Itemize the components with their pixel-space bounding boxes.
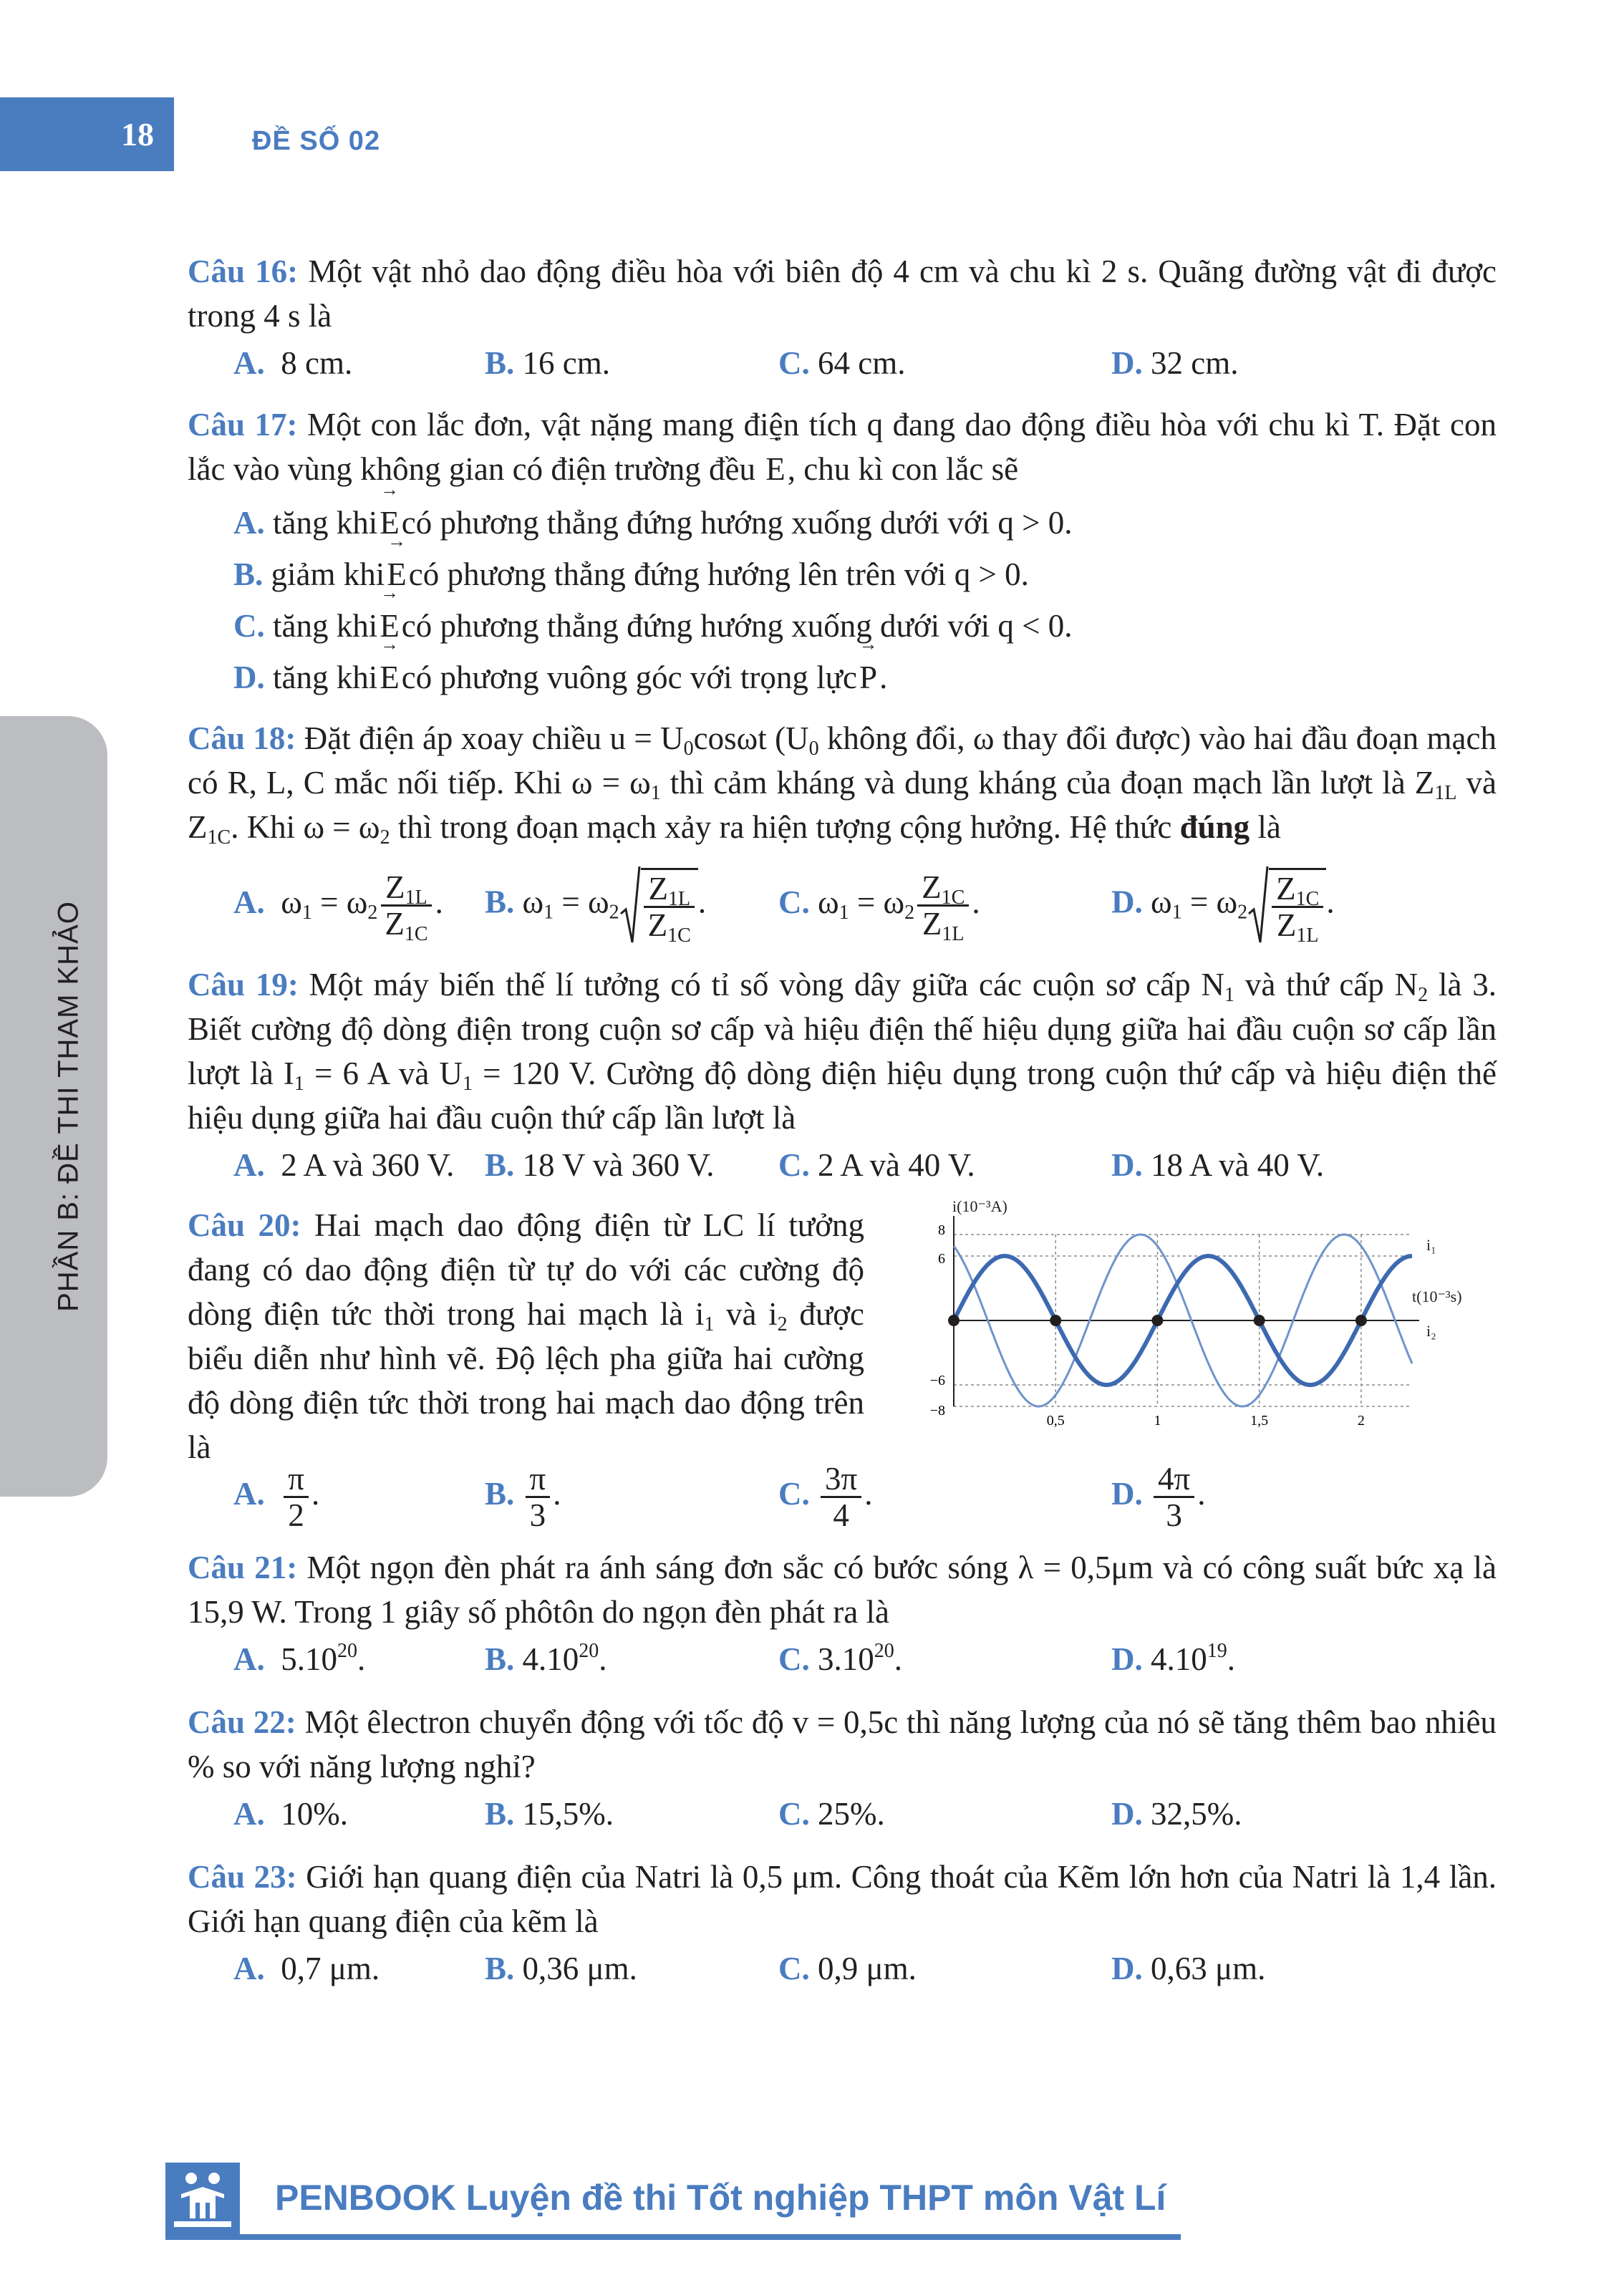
option-a[interactable]: A. 5.10$^{20}$. <box>233 1640 366 1677</box>
x-tick-label: 1 <box>1154 1413 1161 1429</box>
option-d[interactable]: D. 18 A và 40 V. <box>1111 1147 1325 1183</box>
options-16 <box>188 338 1497 388</box>
data-point <box>1050 1315 1061 1326</box>
option-a[interactable]: A. tăng khi → E có phương thẳng đứng hướng xuống dưới với q > 0. <box>188 497 1497 549</box>
y-tick-label: 6 <box>938 1251 945 1267</box>
question-number: Câu 23: <box>188 1859 297 1895</box>
penbook-logo-icon <box>165 2163 240 2237</box>
options-23 <box>188 1943 1497 1994</box>
question-number: Câu 16: <box>188 253 299 289</box>
option-c[interactable]: C. 2 A và 40 V. <box>778 1147 975 1183</box>
legend-i1: i₁ <box>1426 1236 1436 1254</box>
data-point <box>948 1315 960 1326</box>
y-tick-label: −6 <box>929 1373 945 1388</box>
x-tick-label: 2 <box>1357 1413 1365 1429</box>
sqrt-icon: $\frac{Z_{1L}}{Z_{1C}}$ <box>619 865 698 945</box>
question-text: Câu 20: Hai mạch dao động điện từ LC lí tưởng đang có dao động điện từ tự do với các cường độ dòng điện tức thời trong hai mạch là $i_1$ và $i_2$ được biểu diễn như hình vẽ. Độ lệch pha giữa hai cường độ dòng điện tức thời trong hai mạch dao động trên là <box>188 1207 864 1465</box>
question-17: Câu 17: Một con lắc đơn, vật nặng mang điện tích q đang dao động điều hòa với chu kì T. Đặt con lắc vào vùng không gian có điện trường đều → E, chu kì con lắc sẽ <box>188 402 1497 491</box>
options-18 <box>188 849 1497 961</box>
questions-area <box>188 249 1497 1994</box>
page-number: 18 <box>0 97 174 171</box>
question-23: Câu 23: Giới hạn quang điện của Natri là 0,5 μm. Công thoát của Kẽm lớn hơn của Natri là 1,4 lần. Giới hạn quang điện của kẽm là <box>188 1859 1497 1939</box>
option-a[interactable]: A. 8 cm. <box>233 345 353 381</box>
legend-i2: i₂ <box>1426 1322 1436 1340</box>
option-d[interactable]: D. 4.10$^{19}$. <box>1111 1640 1235 1677</box>
option-c[interactable]: C. 3.10$^{20}$. <box>778 1640 902 1677</box>
option-b[interactable]: B. $\omega_1 = \omega_2$ $\frac{Z_{1L}}{Z_{1C}}$ . <box>485 865 778 945</box>
question-text: Một vật nhỏ dao động điều hòa với biên độ 4 cm và chu kì 2 s. Quãng đường vật đi được trong 4 s là <box>188 253 1497 334</box>
option-d[interactable]: D. 32,5%. <box>1111 1796 1242 1832</box>
question-22: Câu 22: Một êlectron chuyển động với tốc độ v = 0,5c thì năng lượng của nó sẽ tăng thêm bao nhiêu % so với năng lượng nghỉ? <box>188 1704 1497 1784</box>
options-20 <box>188 1461 1497 1532</box>
question-18: Câu 18: Đặt điện áp xoay chiều $u = U_0\cos\omega t$ ($U_0$ không đổi, ω thay đổi được) vào hai đầu đoạn mạch có R, L, C mắc nối tiếp. Khi $\omega = \omega_1$ thì cảm kháng và dung kháng của đoạn mạch lần lượt là $Z_{1L}$ và $Z_{1C}$. Khi $\omega = \omega_2$ thì trong đoạn mạch xảy ra hiện tượng cộng hưởng. Hệ thức đúng là <box>188 720 1497 849</box>
option-c[interactable]: C. 0,9 μm. <box>778 1951 917 1986</box>
current-chart <box>918 1194 1476 1449</box>
option-c[interactable]: C. 64 cm. <box>778 345 906 381</box>
question-19: Câu 19: Một máy biến thế lí tưởng có tỉ số vòng dây giữa các cuộn sơ cấp $N_1$ và thứ cấp $N_2$ là 3. Biết cường độ dòng điện trong cuộn sơ cấp và hiệu điện thế hiệu dụng giữa hai đầu cuộn sơ cấp lần lượt là $I_1 = 6$ A và $U_1 = 120$ V. Cường độ dòng điện hiệu dụng trong cuộn thứ cấp và hiệu điện thế hiệu dụng giữa hai đầu cuộn thứ cấp lần lượt là <box>188 967 1497 1136</box>
option-b[interactable]: B. 16 cm. <box>485 345 610 381</box>
footer-rule <box>165 2234 1181 2240</box>
data-point <box>1151 1315 1163 1326</box>
x-tick-label: 1,5 <box>1250 1413 1269 1429</box>
options-21 <box>188 1634 1497 1684</box>
option-d[interactable]: D. $\frac{4\pi}{3}$ . <box>1111 1460 1206 1533</box>
options-19 <box>188 1140 1497 1190</box>
y-tick-label: 8 <box>938 1222 945 1238</box>
question-number: Câu 22: <box>188 1704 296 1740</box>
option-a[interactable]: A. 0,7 μm. <box>233 1951 380 1986</box>
y-tick-label: −8 <box>929 1403 945 1419</box>
option-c[interactable]: C. tăng khi → E có phương thẳng đứng hướng xuống dưới với q < 0. <box>188 600 1497 652</box>
question-number: Câu 21: <box>188 1550 298 1585</box>
sqrt-icon: $\frac{Z_{1C}}{Z_{1L}}$ <box>1247 865 1326 945</box>
question-21: Câu 21: Một ngọn đèn phát ra ánh sáng đơn sắc có bước sóng λ = 0,5μm và có công suất bức xạ là 15,9 W. Trong 1 giây số phôtôn do ngọn đèn phát ra là <box>188 1550 1497 1630</box>
question-16 <box>188 249 1497 338</box>
section-side-label: PHẦN B: ĐỀ THI THAM KHẢO <box>52 901 84 1312</box>
option-b[interactable]: B. 15,5%. <box>485 1796 614 1832</box>
question-number: Câu 20: <box>188 1207 301 1243</box>
option-a[interactable]: A. $\omega_1 = \omega_2$ $\frac{Z_{1L}}{Z_{1C}}$ . <box>233 869 443 945</box>
question-number: Câu 18: <box>188 720 296 756</box>
options-22 <box>188 1789 1497 1839</box>
option-b[interactable]: B. giảm khi → E có phương thẳng đứng hướng lên trên với q > 0. <box>188 549 1497 600</box>
footer-title: PENBOOK Luyện đề thi Tốt nghiệp THPT môn Vật Lí <box>275 2178 1166 2218</box>
question-20 <box>188 1197 1497 1465</box>
option-a[interactable]: A. $\frac{\pi}{2}$ . <box>233 1460 320 1533</box>
option-c[interactable]: C. $\omega_1 = \omega_2$ $\frac{Z_{1C}}{Z_{1L}}$ . <box>778 869 980 945</box>
option-d[interactable]: D. 32 cm. <box>1111 345 1239 381</box>
question-number: Câu 17: <box>188 407 298 443</box>
option-d[interactable]: D. tăng khi → E có phương vuông góc với trọng lực → P . <box>188 652 1497 703</box>
option-a[interactable]: A. 2 A và 360 V. <box>233 1147 455 1183</box>
data-point <box>1254 1315 1265 1326</box>
option-c[interactable]: C. 25%. <box>778 1796 885 1832</box>
option-d[interactable]: D. $\omega_1 = \omega_2$ $\frac{Z_{1C}}{Z_{1L}}$ . <box>1111 865 1335 945</box>
y-axis-label: i(10⁻³A) <box>952 1197 1007 1215</box>
exam-title: ĐỀ SỐ 02 <box>252 126 381 156</box>
x-tick-label: 0,5 <box>1046 1413 1065 1429</box>
option-b[interactable]: B. 18 V và 360 V. <box>485 1147 715 1183</box>
option-d[interactable]: D. 0,63 μm. <box>1111 1951 1266 1986</box>
option-a[interactable]: A. 10%. <box>233 1796 348 1832</box>
data-point <box>1355 1315 1367 1326</box>
option-b[interactable]: B. $\frac{\pi}{3}$ . <box>485 1460 561 1533</box>
question-number: Câu 19: <box>188 967 299 1003</box>
option-b[interactable]: B. 0,36 μm. <box>485 1951 637 1986</box>
chart-axes <box>954 1216 1419 1406</box>
option-c[interactable]: C. $\frac{3\pi}{4}$ . <box>778 1460 873 1533</box>
vector-e: → E <box>763 447 788 491</box>
x-axis-label: t(10⁻³s) <box>1412 1288 1462 1305</box>
option-b[interactable]: B. 4.10$^{20}$. <box>485 1640 607 1677</box>
